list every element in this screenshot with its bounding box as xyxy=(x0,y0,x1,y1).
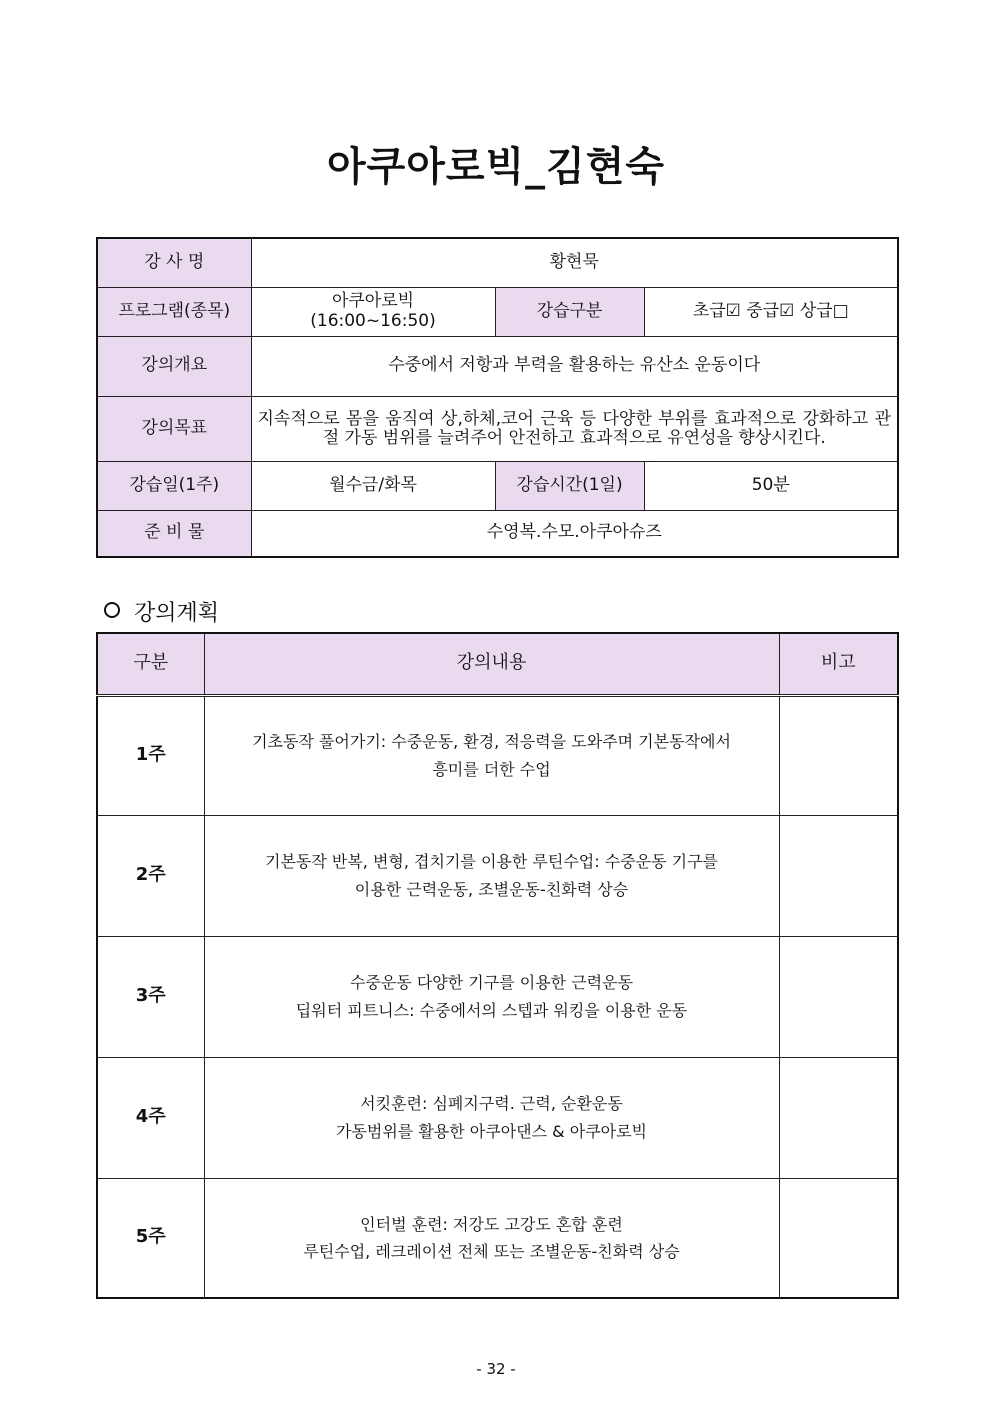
level-value: 초급☑ 중급☑ 상급□ xyxy=(644,287,898,336)
table-row xyxy=(97,815,898,936)
content-cell xyxy=(204,695,779,815)
note-cell xyxy=(779,1057,898,1178)
content-line: 흥미를 더한 수업 xyxy=(432,759,551,779)
week-cell: 4주 xyxy=(97,1057,204,1178)
table-row xyxy=(97,936,898,1057)
week-cell: 1주 xyxy=(97,695,204,815)
time-label: 강습시간(1일) xyxy=(495,461,644,510)
header-note: 비고 xyxy=(779,633,898,695)
week-cell: 3주 xyxy=(97,936,204,1057)
instructor-label: 강 사 명 xyxy=(97,238,251,287)
header-week: 구분 xyxy=(97,633,204,695)
note-cell xyxy=(779,815,898,936)
content-line: 인터벌 훈련: 저강도 고강도 혼합 훈련 xyxy=(360,1214,623,1234)
page-title: 아쿠아로빅_김현숙 xyxy=(326,144,666,190)
overview-label: 강의개요 xyxy=(97,336,251,396)
content-line: 가동범위를 활용한 아쿠아댄스 & 아쿠아로빅 xyxy=(335,1121,648,1141)
content-line: 기초동작 풀어가기: 수중운동, 환경, 적응력을 도와주며 기본동작에서 xyxy=(252,732,731,752)
section-heading xyxy=(104,596,219,627)
program-name: 아쿠아로빅 xyxy=(331,290,415,311)
content-line: 루틴수업, 레크레이션 전체 또는 조별운동-친화력 상승 xyxy=(303,1241,680,1261)
instructor-value: 황현묵 xyxy=(251,238,898,287)
header-content: 강의내용 xyxy=(204,633,779,695)
program-value xyxy=(251,287,495,336)
content-cell xyxy=(204,936,779,1057)
content-line: 기본동작 반복, 변형, 겹치기를 이용한 루틴수업: 수중운동 기구를 xyxy=(264,852,719,872)
supplies-value: 수영복.수모.아쿠아슈즈 xyxy=(251,510,898,557)
page-number: - 32 - xyxy=(476,1360,516,1378)
program-time: (16:00~16:50) xyxy=(310,310,436,331)
supplies-label: 준 비 물 xyxy=(97,510,251,557)
days-value: 월수금/화목 xyxy=(251,461,495,510)
course-info-table xyxy=(96,237,899,558)
goal-label: 강의목표 xyxy=(97,396,251,461)
time-value: 50분 xyxy=(644,461,898,510)
table-row xyxy=(97,1057,898,1178)
content-line: 수중운동 다양한 기구를 이용한 근력운동 xyxy=(349,973,634,993)
content-cell xyxy=(204,1057,779,1178)
program-label: 프로그램(종목) xyxy=(97,287,251,336)
table-row xyxy=(97,1178,898,1298)
content-cell xyxy=(204,815,779,936)
section-title: 강의계획 xyxy=(134,601,220,626)
content-line: 딥워터 피트니스: 수중에서의 스텝과 워킹을 이용한 운동 xyxy=(295,1000,688,1020)
content-line: 이용한 근력운동, 조별운동-친화력 상승 xyxy=(354,879,629,899)
days-label: 강습일(1주) xyxy=(97,461,251,510)
note-cell xyxy=(779,1178,898,1298)
level-label: 강습구분 xyxy=(495,287,644,336)
week-cell: 2주 xyxy=(97,815,204,936)
goal-value: 지속적으로 몸을 움직여 상,하체,코어 근육 등 다양한 부위를 효과적으로 강화하고 관절 가동 범위를 늘려주어 안전하고 효과적으로 유연성을 향상시킨다. xyxy=(251,396,898,461)
overview-value: 수중에서 저항과 부력을 활용하는 유산소 운동이다 xyxy=(251,336,898,396)
week-cell: 5주 xyxy=(97,1178,204,1298)
table-row xyxy=(97,695,898,815)
note-cell xyxy=(779,695,898,815)
content-cell xyxy=(204,1178,779,1298)
lesson-plan-table xyxy=(96,632,899,1299)
note-cell xyxy=(779,936,898,1057)
content-line: 서킷훈련: 심폐지구력. 근력, 순환운동 xyxy=(360,1094,623,1114)
circle-bullet-icon xyxy=(104,602,120,618)
